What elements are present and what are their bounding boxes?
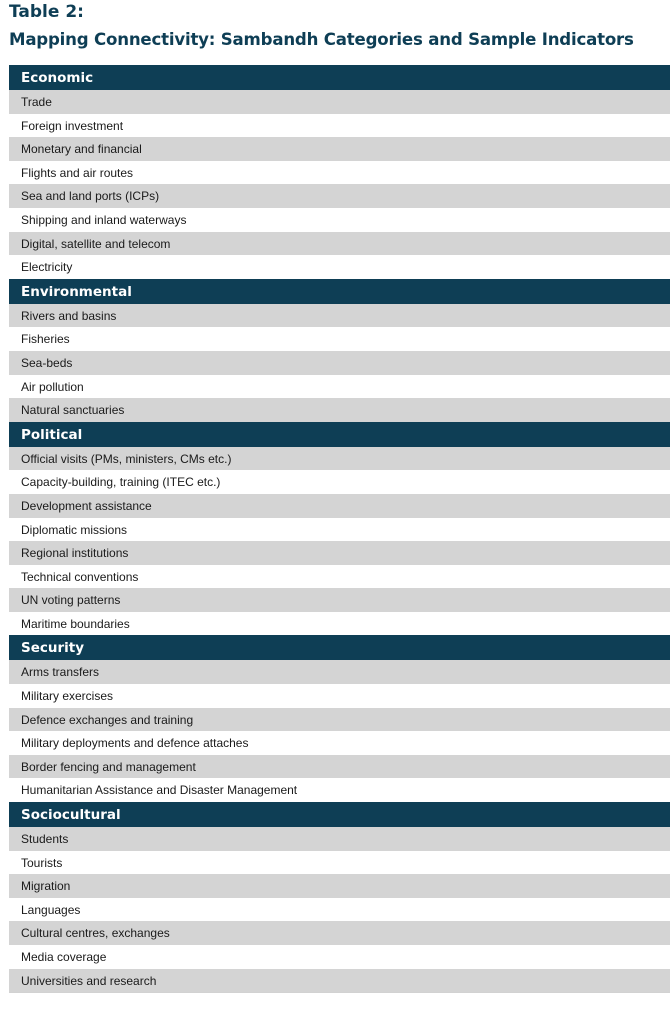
indicator-row: Capacity-building, training (ITEC etc.) xyxy=(9,470,670,494)
indicator-row: Foreign investment xyxy=(9,114,670,138)
section-header: Economic xyxy=(9,65,670,90)
indicator-row: Tourists xyxy=(9,851,670,875)
table-title: Mapping Connectivity: Sambandh Categories and Sample Indicators xyxy=(9,30,634,49)
section-header: Political xyxy=(9,422,670,447)
section-political xyxy=(9,422,670,636)
indicator-row: Natural sanctuaries xyxy=(9,398,670,422)
indicator-table xyxy=(9,65,670,993)
indicator-row: Universities and research xyxy=(9,969,670,993)
indicator-row: Border fencing and management xyxy=(9,755,670,779)
section-header: Environmental xyxy=(9,279,670,304)
indicator-row: Military exercises xyxy=(9,684,670,708)
section-environmental xyxy=(9,279,670,422)
indicator-row: Defence exchanges and training xyxy=(9,708,670,732)
indicator-row: Air pollution xyxy=(9,375,670,399)
indicator-row: Rivers and basins xyxy=(9,304,670,328)
indicator-row: Diplomatic missions xyxy=(9,518,670,542)
indicator-row: Sea-beds xyxy=(9,351,670,375)
indicator-row: Students xyxy=(9,827,670,851)
indicator-row: Media coverage xyxy=(9,945,670,969)
indicator-row: Cultural centres, exchanges xyxy=(9,921,670,945)
indicator-row: Technical conventions xyxy=(9,565,670,589)
indicator-row: Military deployments and defence attaches xyxy=(9,731,670,755)
indicator-row: Official visits (PMs, ministers, CMs etc.) xyxy=(9,447,670,471)
indicator-row: Flights and air routes xyxy=(9,161,670,185)
section-sociocultural xyxy=(9,802,670,992)
section-security xyxy=(9,635,670,802)
indicator-row: Migration xyxy=(9,874,670,898)
indicator-row: Shipping and inland waterways xyxy=(9,208,670,232)
indicator-row: Electricity xyxy=(9,255,670,279)
indicator-row: Fisheries xyxy=(9,327,670,351)
indicator-row: Maritime boundaries xyxy=(9,612,670,636)
section-header: Security xyxy=(9,635,670,660)
indicator-row: Languages xyxy=(9,898,670,922)
indicator-row: Humanitarian Assistance and Disaster Management xyxy=(9,778,670,802)
section-header: Sociocultural xyxy=(9,802,670,827)
indicator-row: Sea and land ports (ICPs) xyxy=(9,184,670,208)
indicator-row: Monetary and financial xyxy=(9,137,670,161)
table-label: Table 2: xyxy=(9,2,84,22)
indicator-row: UN voting patterns xyxy=(9,588,670,612)
indicator-row: Regional institutions xyxy=(9,541,670,565)
indicator-row: Arms transfers xyxy=(9,660,670,684)
section-economic xyxy=(9,65,670,279)
indicator-row: Development assistance xyxy=(9,494,670,518)
indicator-row: Trade xyxy=(9,90,670,114)
table-caption xyxy=(9,0,670,55)
indicator-row: Digital, satellite and telecom xyxy=(9,232,670,256)
